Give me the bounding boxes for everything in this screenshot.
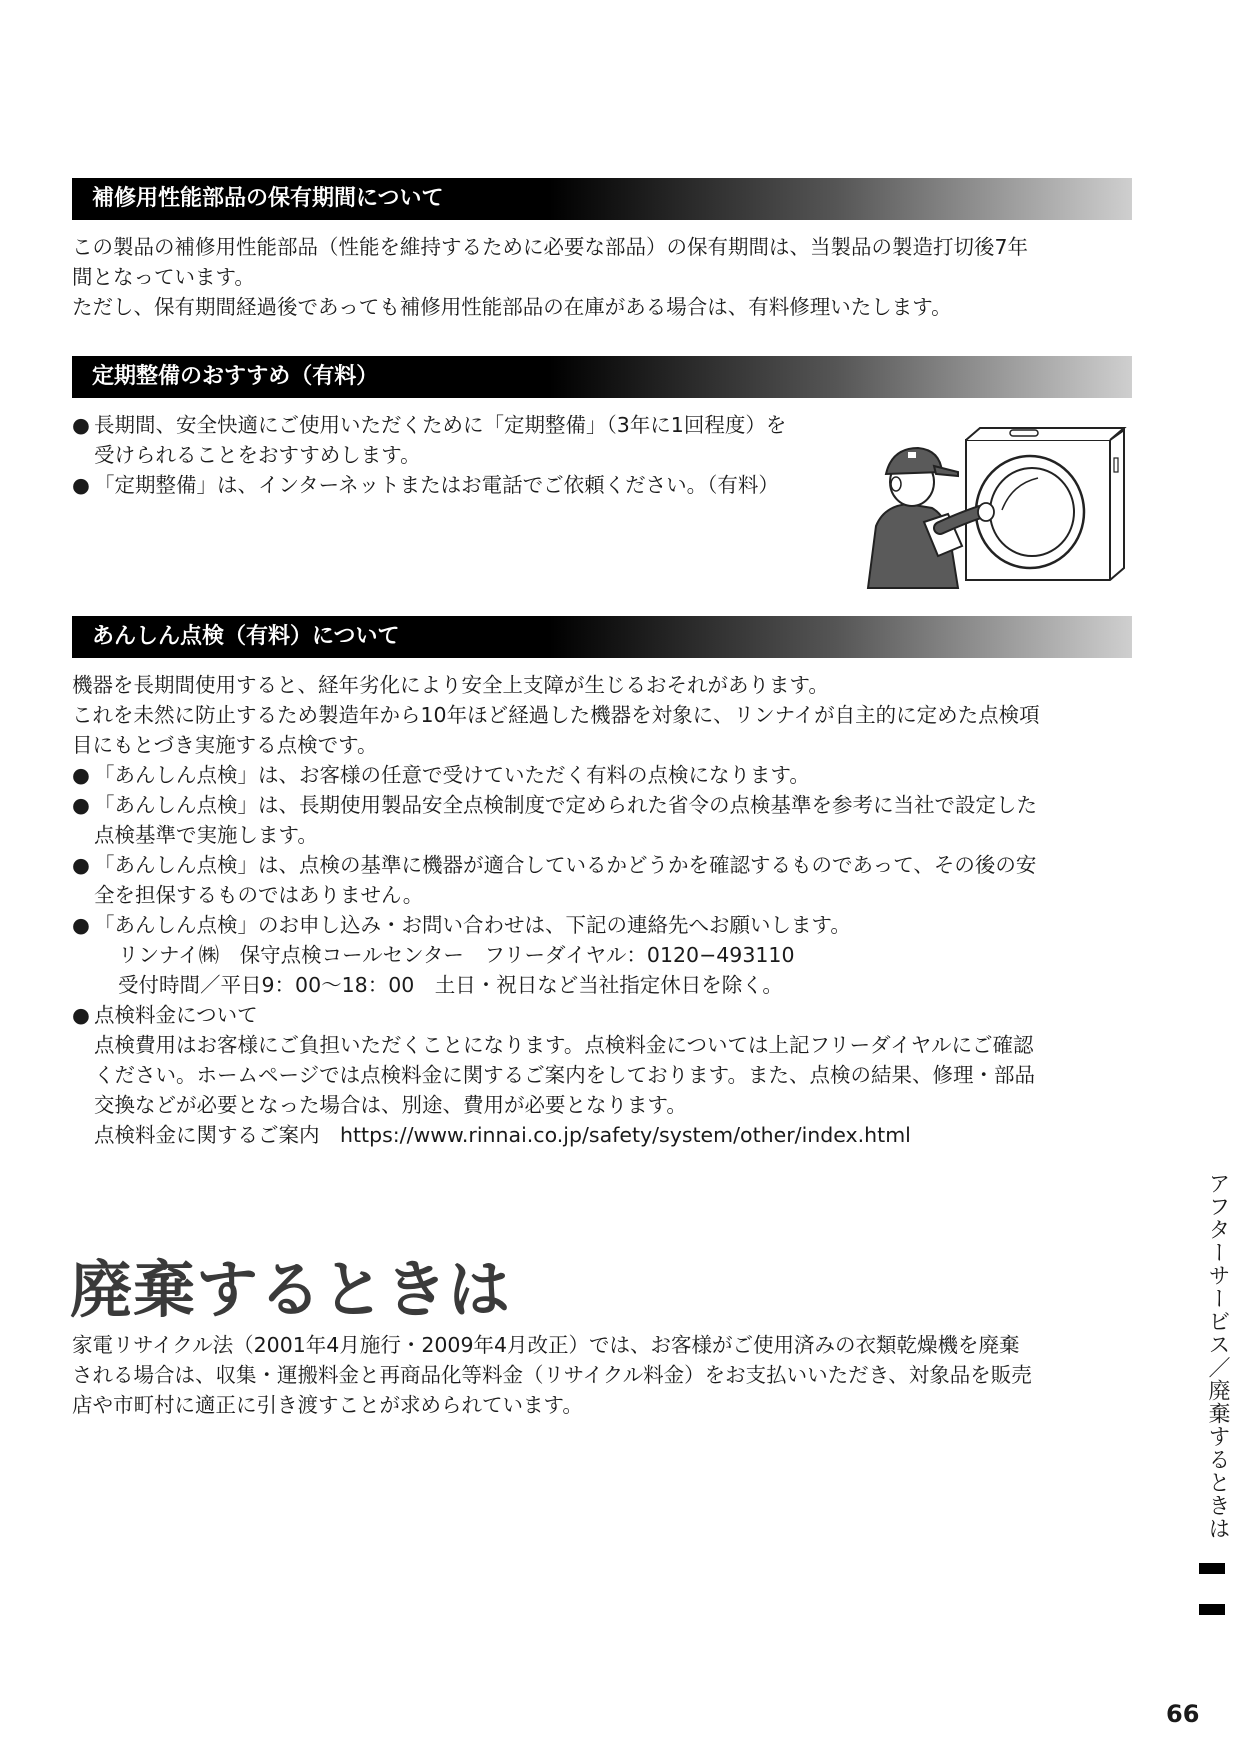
parts-line: この製品の補修用性能部品（性能を維持するために必要な部品）の保有期間は、当製品の製造打切後7年 [72, 235, 1029, 259]
parts-line: ただし、保有期間経過後であっても補修用性能部品の在庫がある場合は、有料修理いたします。 [72, 295, 952, 319]
disposal-line: される場合は、収集・運搬料金と再商品化等料金（リサイクル料金）をお支払いいただき、対象品を販売 [72, 1363, 1032, 1387]
bullet-icon: ● [72, 473, 90, 497]
fee-line: ください。ホームページでは点検料金に関するご案内をしております。また、点検の結果、修理・部品 [94, 1063, 1035, 1087]
list-item [72, 850, 1134, 910]
side-tab-marker [1199, 1604, 1225, 1615]
fee-line: 交換などが必要となった場合は、別途、費用が必要となります。 [94, 1093, 687, 1117]
list-item-text: 「あんしん点検」のお申し込み・お問い合わせは、下記の連絡先へお願いします。 [94, 913, 851, 937]
contact-hours: 受付時間／平日9：00〜18：00 土日・祝日など当社指定休日を除く。 [118, 973, 783, 997]
disposal-line: 家電リサイクル法（2001年4月施行・2009年4月改正）では、お客様がご使用済みの衣類乾燥機を廃棄 [72, 1333, 1020, 1357]
page-number: 66 [1166, 1700, 1200, 1728]
inspection-intro-line: 機器を長期間使用すると、経年劣化により安全上支障が生じるおそれがあります。 [72, 673, 829, 697]
list-item [72, 790, 1134, 850]
disposal-line: 店や市町村に適正に引き渡すことが求められています。 [72, 1393, 583, 1417]
list-item [72, 410, 872, 470]
list-item-text: 「定期整備」は、インターネットまたはお電話でご依頼ください。（有料） [94, 473, 779, 497]
contact-line: リンナイ㈱ 保守点検コールセンター フリーダイヤル：0120−493110 [118, 943, 795, 967]
bullet-icon: ● [72, 793, 90, 817]
list-item [72, 760, 1134, 790]
inspection-intro-line: 目にもとづき実施する点検です。 [72, 733, 378, 757]
list-item [72, 910, 1134, 940]
list-item-text: 「あんしん点検」は、お客様の任意で受けていただく有料の点検になります。 [94, 763, 810, 787]
page-title-disposal: 廃棄するときは [70, 1253, 512, 1326]
parts-paragraph [72, 232, 1134, 322]
list-item-text: 「あんしん点検」は、長期使用製品安全点検制度で定められた省令の点検基準を参考に当社で設定した [94, 793, 1037, 817]
section-header-inspection: あんしん点検（有料）について [72, 616, 1132, 658]
parts-line: 間となっています。 [72, 265, 255, 289]
list-item-text: 長期間、安全快適にご使用いただくために「定期整備」（3年に1回程度）を [94, 413, 787, 437]
technician-dryer-illustration [862, 418, 1132, 590]
list-item-text: 点検基準で実施します。 [94, 823, 318, 847]
side-tab-label: アフターサービス／廃棄するときは [1205, 1172, 1230, 1540]
bullet-icon: ● [72, 1003, 90, 1027]
bullet-icon: ● [72, 913, 90, 937]
bullet-icon: ● [72, 853, 90, 877]
maintenance-list [72, 410, 872, 500]
list-item [72, 470, 872, 500]
bullet-icon: ● [72, 763, 90, 787]
section-header-maintenance: 定期整備のおすすめ（有料） [72, 356, 1132, 398]
bullet-icon: ● [72, 413, 90, 437]
list-item-text: 受けられることをおすすめします。 [94, 443, 421, 467]
disposal-paragraph [72, 1330, 1134, 1420]
inspection-intro-line: これを未然に防止するため製造年から10年ほど経過した機器を対象に、リンナイが自主的に定めた点検項 [72, 703, 1040, 727]
fee-line: 点検費用はお客様にご負担いただくことになります。点検料金については上記フリーダイヤルにご確認 [94, 1033, 1034, 1057]
list-item-text: 全を担保するものではありません。 [94, 883, 424, 907]
fee-url-line: 点検料金に関するご案内 https://www.rinnai.co.jp/safety/system/other/index.html [94, 1123, 911, 1147]
inspection-body [72, 670, 1134, 1150]
list-item-text: 「あんしん点検」は、点検の基準に機器が適合しているかどうかを確認するものであって、その後の安 [94, 853, 1037, 877]
side-tab-marker [1199, 1563, 1225, 1574]
fee-heading: 点検料金について [94, 1003, 258, 1027]
list-item [72, 1000, 1134, 1030]
section-header-parts: 補修用性能部品の保有期間について [72, 178, 1132, 220]
